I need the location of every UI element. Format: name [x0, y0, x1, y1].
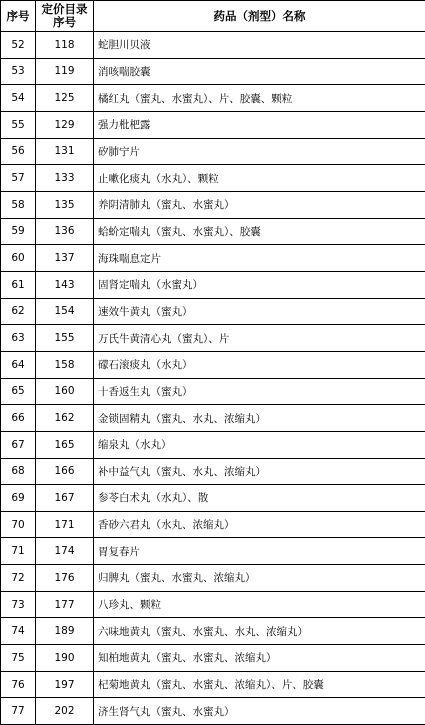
row-drug-name-cell: 归脾丸（蜜丸、水蜜丸、浓缩丸）	[94, 565, 425, 592]
table-row	[1, 271, 425, 298]
row-price-catalog-cell: 129	[36, 111, 94, 138]
row-drug-name-cell: 止嗽化痰丸（水丸）、颗粒	[94, 165, 425, 192]
row-price-catalog-cell: 137	[36, 245, 94, 272]
header-drug-name: 药品（剂型）名称	[94, 1, 425, 32]
row-index-cell: 57	[1, 165, 36, 192]
row-index-cell: 74	[1, 618, 36, 645]
row-index-cell: 58	[1, 191, 36, 218]
row-price-catalog-cell: 190	[36, 645, 94, 672]
row-index-cell: 63	[1, 325, 36, 352]
row-price-catalog-cell: 119	[36, 58, 94, 85]
row-index-cell: 70	[1, 511, 36, 538]
table-row	[1, 138, 425, 165]
row-index-cell: 61	[1, 271, 36, 298]
table-row	[1, 565, 425, 592]
row-drug-name-cell: 养阴清肺丸（蜜丸、水蜜丸）	[94, 191, 425, 218]
row-price-catalog-cell: 158	[36, 351, 94, 378]
header-price-line1: 定价目录	[42, 2, 88, 16]
row-index-cell: 75	[1, 645, 36, 672]
row-drug-name-cell: 金锁固精丸（蜜丸、水丸、浓缩丸）	[94, 405, 425, 432]
row-index-cell: 66	[1, 405, 36, 432]
row-price-catalog-cell: 166	[36, 458, 94, 485]
row-drug-name-cell: 海珠喘息定片	[94, 245, 425, 272]
row-drug-name-cell: 橘红丸（蜜丸、水蜜丸）、片、胶囊、颗粒	[94, 85, 425, 112]
row-price-catalog-cell: 177	[36, 591, 94, 618]
row-index-cell: 52	[1, 32, 36, 59]
table-header	[1, 1, 425, 32]
table-row	[1, 58, 425, 85]
row-drug-name-cell: 速效牛黄丸（蜜丸）	[94, 298, 425, 325]
table-row	[1, 431, 425, 458]
table-row	[1, 298, 425, 325]
row-index-cell: 69	[1, 485, 36, 512]
row-price-catalog-cell: 167	[36, 485, 94, 512]
row-index-cell: 60	[1, 245, 36, 272]
row-index-cell: 56	[1, 138, 36, 165]
row-price-catalog-cell: 160	[36, 378, 94, 405]
row-price-catalog-cell: 118	[36, 32, 94, 59]
row-drug-name-cell: 八珍丸、颗粒	[94, 591, 425, 618]
row-drug-name-cell: 强力枇杷露	[94, 111, 425, 138]
row-index-cell: 53	[1, 58, 36, 85]
row-drug-name-cell: 矽肺宁片	[94, 138, 425, 165]
row-drug-name-cell: 知柏地黄丸（蜜丸、水蜜丸、浓缩丸）	[94, 645, 425, 672]
row-price-catalog-cell: 189	[36, 618, 94, 645]
row-price-catalog-cell: 136	[36, 218, 94, 245]
row-price-catalog-cell: 131	[36, 138, 94, 165]
table-row	[1, 645, 425, 672]
table-row	[1, 405, 425, 432]
row-drug-name-cell: 礞石滚痰丸（水丸）	[94, 351, 425, 378]
row-drug-name-cell: 缩泉丸（水丸）	[94, 431, 425, 458]
table-row	[1, 538, 425, 565]
row-price-catalog-cell: 143	[36, 271, 94, 298]
table-row	[1, 85, 425, 112]
table-row	[1, 351, 425, 378]
row-index-cell: 76	[1, 671, 36, 698]
row-drug-name-cell: 六味地黄丸（蜜丸、水蜜丸、水丸、浓缩丸）	[94, 618, 425, 645]
row-drug-name-cell: 消咳喘胶囊	[94, 58, 425, 85]
row-index-cell: 73	[1, 591, 36, 618]
row-drug-name-cell: 补中益气丸（蜜丸、水丸、浓缩丸）	[94, 458, 425, 485]
table-row	[1, 111, 425, 138]
header-row	[1, 1, 425, 32]
row-price-catalog-cell: 176	[36, 565, 94, 592]
row-index-cell: 64	[1, 351, 36, 378]
row-drug-name-cell: 参苓白术丸（水丸）、散	[94, 485, 425, 512]
table-row	[1, 485, 425, 512]
table-row	[1, 325, 425, 352]
table-row	[1, 511, 425, 538]
row-drug-name-cell: 蛤蚧定喘丸（蜜丸、水蜜丸）、胶囊	[94, 218, 425, 245]
row-drug-name-cell: 固肾定喘丸（水蜜丸）	[94, 271, 425, 298]
row-price-catalog-cell: 133	[36, 165, 94, 192]
row-price-catalog-cell: 125	[36, 85, 94, 112]
row-drug-name-cell: 万氏牛黄清心丸（蜜丸）、片	[94, 325, 425, 352]
row-price-catalog-cell: 171	[36, 511, 94, 538]
table-row	[1, 591, 425, 618]
row-index-cell: 65	[1, 378, 36, 405]
row-price-catalog-cell: 197	[36, 671, 94, 698]
row-drug-name-cell: 蛇胆川贝液	[94, 32, 425, 59]
header-price-catalog-index	[36, 1, 94, 32]
row-index-cell: 68	[1, 458, 36, 485]
row-price-catalog-cell: 155	[36, 325, 94, 352]
row-drug-name-cell: 胃复春片	[94, 538, 425, 565]
row-drug-name-cell: 济生肾气丸（蜜丸、水蜜丸）	[94, 698, 425, 725]
row-index-cell: 54	[1, 85, 36, 112]
row-index-cell: 59	[1, 218, 36, 245]
header-index: 序号	[1, 1, 36, 32]
row-index-cell: 71	[1, 538, 36, 565]
table-row	[1, 191, 425, 218]
row-price-catalog-cell: 165	[36, 431, 94, 458]
table-body	[1, 32, 425, 725]
row-price-catalog-cell: 135	[36, 191, 94, 218]
row-price-catalog-cell: 202	[36, 698, 94, 725]
row-drug-name-cell: 香砂六君丸（水丸、浓缩丸）	[94, 511, 425, 538]
row-index-cell: 55	[1, 111, 36, 138]
table-row	[1, 165, 425, 192]
row-drug-name-cell: 杞菊地黄丸（蜜丸、水蜜丸、浓缩丸）、片、胶囊	[94, 671, 425, 698]
row-index-cell: 62	[1, 298, 36, 325]
header-price-line2: 序号	[53, 15, 76, 29]
table-row	[1, 32, 425, 59]
table-row	[1, 671, 425, 698]
row-index-cell: 77	[1, 698, 36, 725]
table-row	[1, 245, 425, 272]
row-price-catalog-cell: 174	[36, 538, 94, 565]
row-drug-name-cell: 十香返生丸（蜜丸）	[94, 378, 425, 405]
row-index-cell: 67	[1, 431, 36, 458]
table-row	[1, 378, 425, 405]
table-row	[1, 618, 425, 645]
row-price-catalog-cell: 162	[36, 405, 94, 432]
row-price-catalog-cell: 154	[36, 298, 94, 325]
table-row	[1, 458, 425, 485]
row-index-cell: 72	[1, 565, 36, 592]
table-row	[1, 218, 425, 245]
